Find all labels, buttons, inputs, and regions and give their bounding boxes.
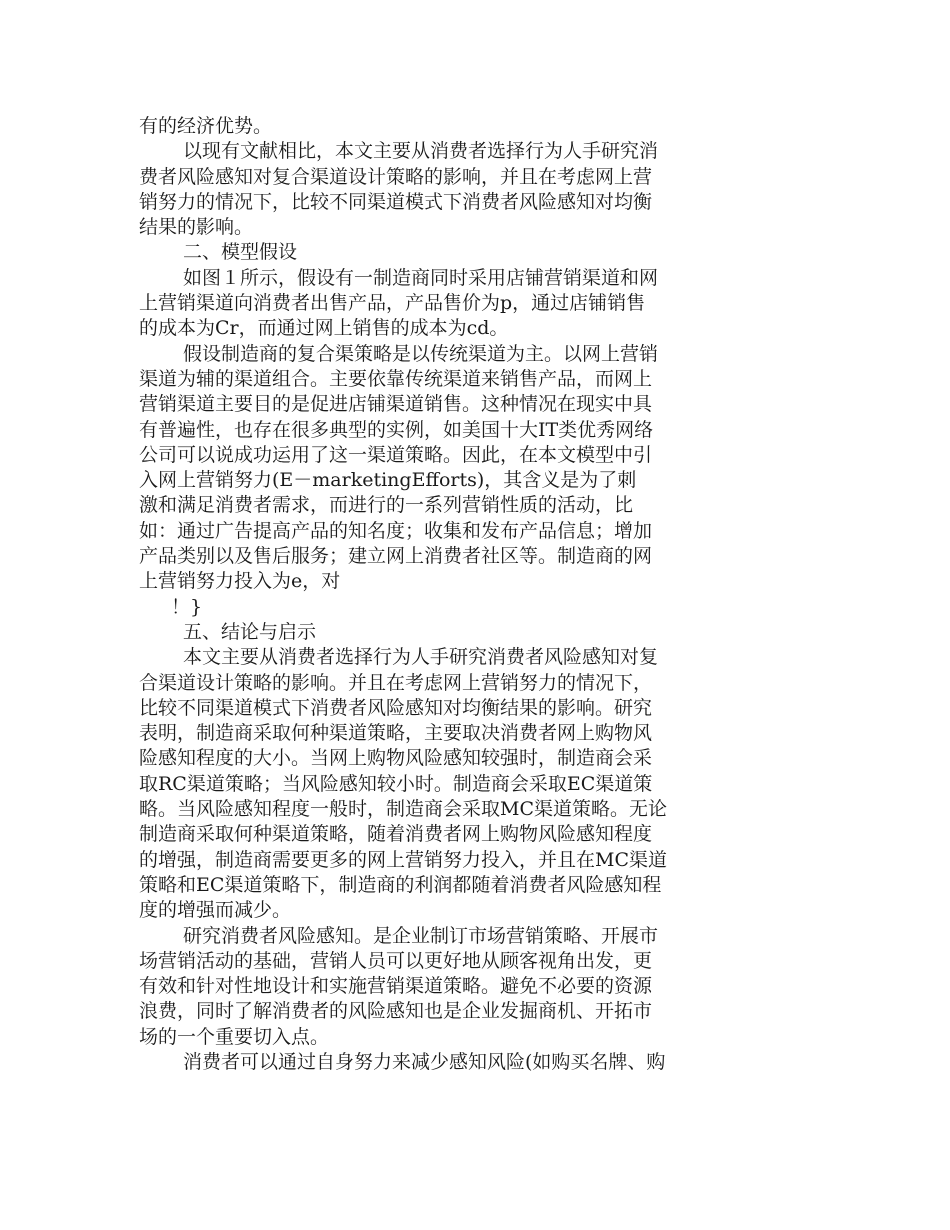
text-line: 本文主要从消费者选择行为人手研究消费者风险感知对复 [183, 646, 659, 669]
text-line: 上营销渠道向消费者出售产品，产品售价为p，通过店铺销售 [139, 292, 646, 315]
text-line: 假设制造商的复合渠策略是以传统渠道为主。以网上营销 [183, 342, 659, 365]
text-line: 合渠道设计策略的影响。并且在考虑网上营销努力的情况下， [139, 671, 653, 694]
text-line: 策略和EC渠道策略下，制造商的利润都随着消费者风险感知程 [139, 873, 662, 896]
text-line: 有效和针对性地设计和实施营销渠道策略。避免不必要的资源 [139, 975, 653, 998]
text-line: 研究消费者风险感知。是企业制订市场营销策略、开展市 [183, 924, 659, 947]
text-line: 结果的影响。 [139, 216, 254, 239]
text-line: 有的经济优势。 [139, 115, 273, 137]
text-line: 略。当风险感知程度一般时，制造商会采取MC渠道策略。无论 [139, 798, 667, 821]
text-line: 场的一个重要切入点。 [139, 1025, 330, 1048]
text-line: 以现有文献相比，本文主要从消费者选择行为人手研究消 [183, 140, 659, 163]
text-line: 度的增强而减少。 [139, 899, 292, 922]
text-line: 的增强，制造商需要更多的网上营销努力投入，并且在MC渠道 [139, 848, 667, 871]
text-line: 取RC渠道策略；当风险感知较小时。制造商会采取EC渠道策 [139, 772, 653, 795]
text-line: 入网上营销努力(E－marketingEfforts)，其含义是为了刺 [139, 469, 637, 492]
text-line: 比较不同渠道模式下消费者风险感知对均衡结果的影响。研究 [139, 696, 653, 719]
text-line: 的成本为Cr，而通过网上销售的成本为cd。 [139, 317, 509, 340]
text-line: 二、模型假设 [183, 241, 298, 264]
text-line: 激和满足消费者需求，而进行的一系列营销性质的活动，比 [139, 494, 634, 517]
text-line: 公司可以说成功运用了这一渠道策略。因此，在本文模型中引 [139, 443, 653, 466]
text-line: 五、结论与启示 [183, 620, 317, 643]
text-line: 浪费，同时了解消费者的风险感知也是企业发掘商机、开拓市 [139, 1000, 653, 1023]
document-body [139, 114, 749, 1075]
text-line: 渠道为辅的渠道组合。主要依靠传统渠道来销售产品，而网上 [139, 367, 653, 390]
text-line: 表明，制造商采取何种渠道策略，主要取决消费者网上购物风 [139, 722, 653, 745]
text-line: 营销渠道主要目的是促进店铺渠道销售。这种情况在现实中具 [139, 393, 653, 416]
text-line: 上营销努力投入为e，对 [139, 570, 341, 593]
text-line: 消费者可以通过自身努力来减少感知风险(如购买名牌、购 [183, 1050, 666, 1073]
text-line: 如：通过广告提高产品的知名度；收集和发布产品信息；增加 [139, 519, 653, 542]
text-line: 销努力的情况下，比较不同渠道模式下消费者风险感知对均衡 [139, 190, 653, 213]
text-line: 场营销活动的基础，营销人员可以更好地从顾客视角出发，更 [139, 949, 653, 972]
text-line: 有普遍性，也存在很多典型的实例，如美国十大IT类优秀网络 [139, 418, 654, 441]
text-line: ！} [171, 595, 203, 618]
text-line: 产品类别以及售后服务；建立网上消费者社区等。制造商的网 [139, 545, 653, 568]
text-line: 如图１所示，假设有一制造商同时采用店铺营销渠道和网 [183, 266, 659, 289]
text-line: 费者风险感知对复合渠道设计策略的影响，并且在考虑网上营 [139, 165, 653, 188]
text-line: 险感知程度的大小。当网上购物风险感知较强时，制造商会采 [139, 747, 653, 770]
text-line: 制造商采取何种渠道策略，随着消费者网上购物风险感知程度 [139, 823, 653, 846]
